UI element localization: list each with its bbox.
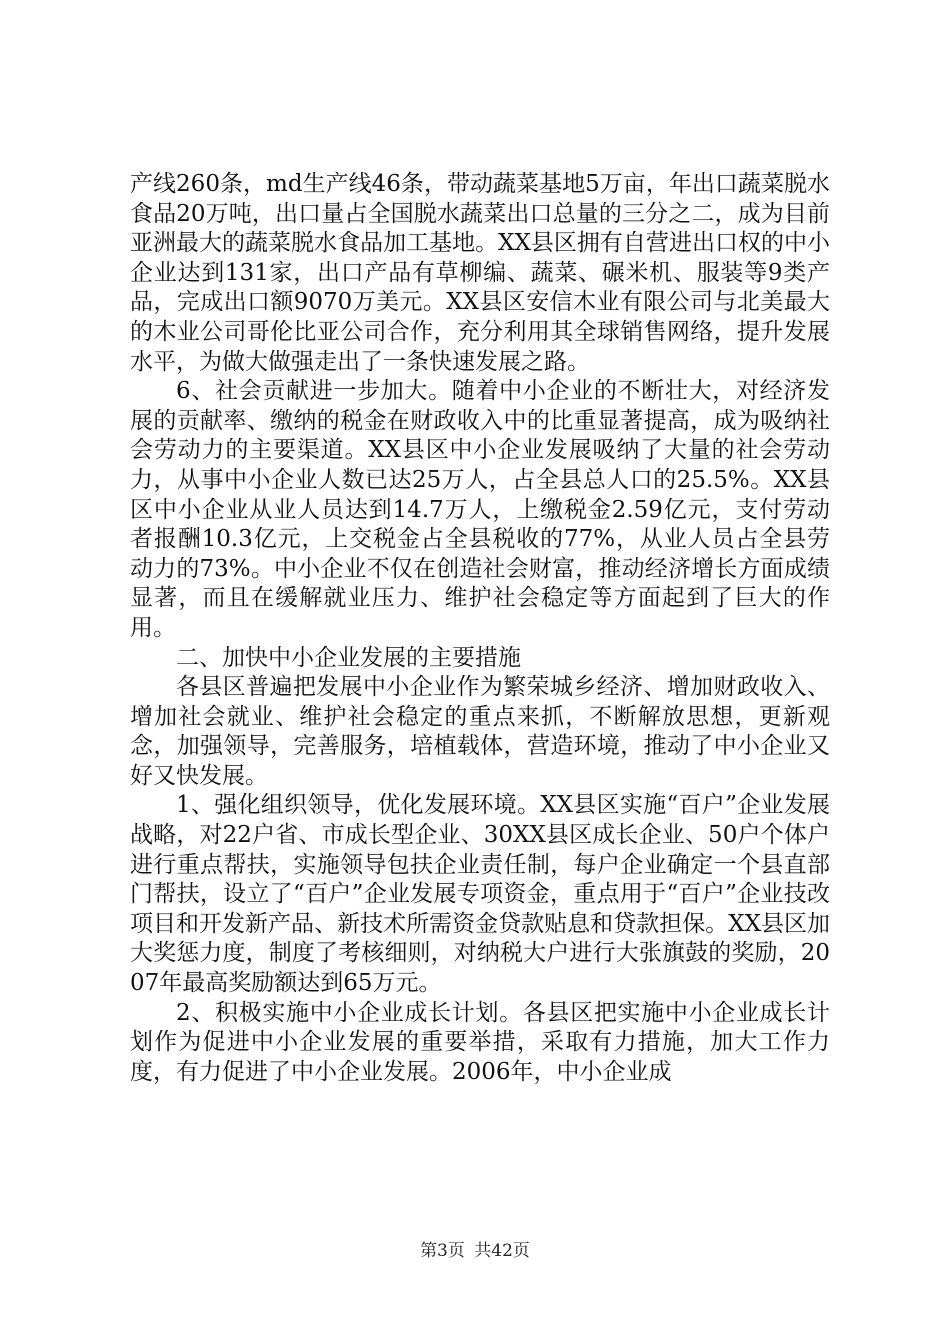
page-number: 第3页 (420, 1241, 465, 1261)
page-total: 共42页 (474, 1241, 530, 1261)
section-heading-measures: 二、加快中小企业发展的主要措施 (176, 644, 521, 671)
paragraph-growth-plan: 2、积极实施中小企业成长计划。各县区把实施中小企业成长计划作为促进中小企业发展的重要举措，采取有力措施，加大工作力度，有力促进了中小企业发展。2006年，中小企业成 (130, 999, 830, 1085)
paragraph-social-contribution: 6、社会贡献进一步加大。随着中小企业的不断壮大，对经济发展的贡献率、缴纳的税金在财政收入中的比重显著提高，成为吸纳社会劳动力的主要渠道。XX县区中小企业发展吸纳了大量的社会劳动力，从事中小企业人数已达25万人，占全县总人口的25.5%。XX县区中小企业从业人员达到14.7万人，上缴税金2.59亿元，支付劳动者报酬10.3亿元，上交税金占全县税收的77%，从业人员占全县劳动力的73%。中小企业不仅在创造社会财富，推动经济增长方面成绩显著，而且在缓解就业压力、维护社会稳定等方面起到了巨大的作用。 (130, 378, 830, 641)
paragraph-organization-leadership: 1、强化组织领导，优化发展环境。XX县区实施“百户”企业发展战略，对22户省、市成长型企业、30XX县区成长企业、50户个体户进行重点帮扶，实施领导包扶企业责任制，每户企业确定一个县直部门帮扶，设立了“百户”企业发展专项资金，重点用于“百户”企业技改项目和开发新产品、新技术所需资金贷款贴息和贷款担保。XX县区加大奖惩力度，制度了考核细则，对纳税大户进行大张旗鼓的奖励，2007年最高奖励额达到65万元。 (130, 792, 830, 997)
page-footer (0, 1240, 950, 1262)
paragraph-measures-intro: 各县区普遍把发展中小企业作为繁荣城乡经济、增加财政收入、增加社会就业、维护社会稳定的重点来抓，不断解放思想，更新观念，加强领导，完善服务，培植载体，营造环境，推动了中小企业又好又快发展。 (130, 674, 830, 789)
paragraph-continued: 产线260条，md生产线46条，带动蔬菜基地5万亩，年出口蔬菜脱水食品20万吨，出口量占全国脱水蔬菜出口总量的三分之二，成为目前亚洲最大的蔬菜脱水食品加工基地。XX县区拥有自营进出口权的中小企业达到131家，出口产品有草柳编、蔬菜、碾米机、服装等9类产品，完成出口额9070万美元。XX县区安信木业有限公司与北美最大的木业公司哥伦比亚公司合作，充分利用其全球销售网络，提升发展水平，为做大做强走出了一条快速发展之路。 (130, 171, 830, 375)
document-body (130, 170, 830, 1087)
